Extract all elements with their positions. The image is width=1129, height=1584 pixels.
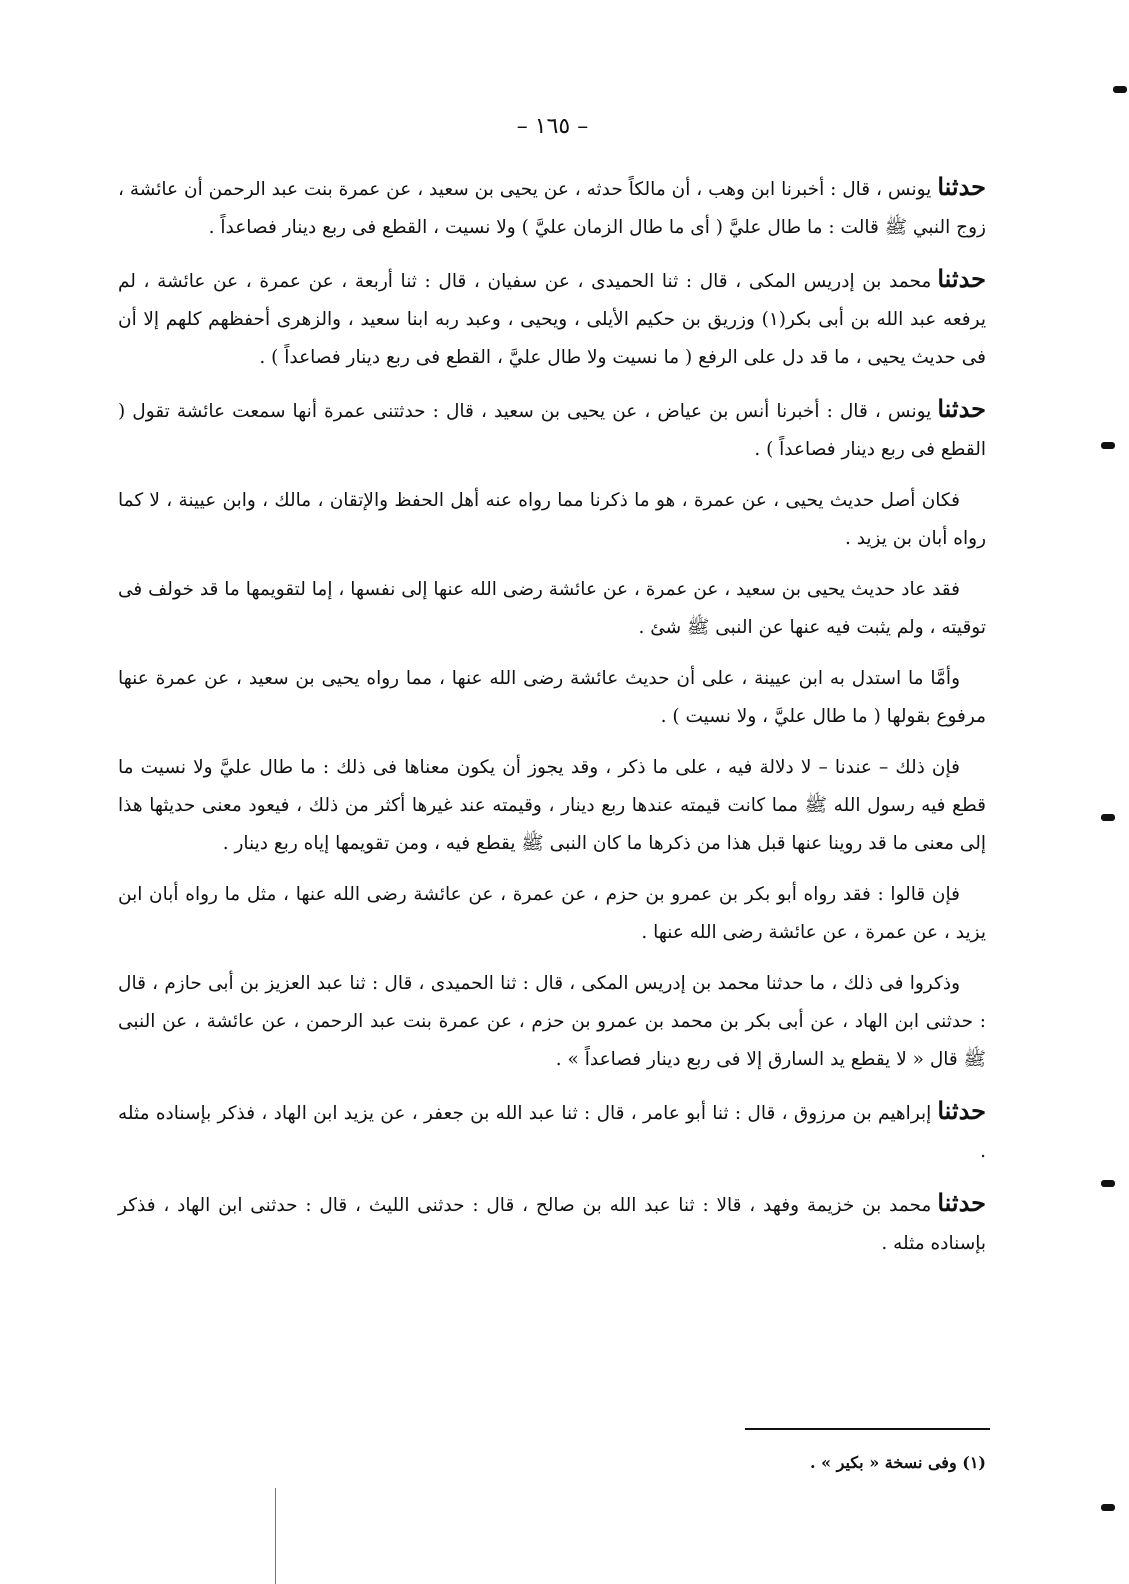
scan-edge-line bbox=[275, 1488, 276, 1584]
page-number: – ١٦٥ – bbox=[516, 114, 589, 139]
margin-mark bbox=[1101, 814, 1115, 821]
paragraph bbox=[118, 571, 986, 647]
paragraph-text: إبراهيم بن مرزوق ، قال : ثنا أبو عامر ، قال : ثنا عبد الله بن جعفر ، عن يزيد ابن الهاد ، فذكر بإسناده مثله . bbox=[118, 1103, 986, 1162]
footnote-divider bbox=[745, 1428, 990, 1430]
hadith-lead-word: حدثنا bbox=[937, 172, 986, 201]
paragraph-text: فكان أصل حديث يحيى ، عن عمرة ، هو ما ذكرنا مما رواه عنه أهل الحفظ والإتقان ، مالك ، وابن عيينة ، لا كما رواه أبان بن يزيد . bbox=[118, 490, 986, 549]
paragraph bbox=[118, 1184, 986, 1263]
margin-mark bbox=[1101, 1180, 1115, 1187]
paragraph-text: فقد عاد حديث يحيى بن سعيد ، عن عمرة ، عن عائشة رضى الله عنها إلى نفسها ، إما لتقويمها ما قد خولف فى توقيته ، ولم يثبت فيه عنها عن النبى ﷺ شئ . bbox=[118, 579, 986, 638]
paragraph-text: وذكروا فى ذلك ، ما حدثنا محمد بن إدريس المكى ، قال : ثنا الحميدى ، قال : ثنا عبد العزيز بن أبى حازم ، قال : حدثنى ابن الهاد ، عن أبى بكر بن محمد بن عمرو بن حزم ، عن عمرة بنت عبد الرحمن ، عن عائشة ، عن النبى ﷺ قال « لا يقطع يد السارق إلا فى ربع دينار فصاعداً » . bbox=[118, 973, 986, 1070]
paragraph-text: يونس ، قال : أخبرنا أنس بن عياض ، عن يحيى بن سعيد ، قال : حدثتنى عمرة أنها سمعت عائشة تقول ( القطع فى ربع دينار فصاعداً ) . bbox=[118, 401, 986, 460]
hadith-lead-word: حدثنا bbox=[937, 394, 986, 423]
body-text bbox=[118, 168, 986, 1276]
margin-mark bbox=[1101, 1504, 1115, 1511]
paragraph-text: محمد بن إدريس المكى ، قال : ثنا الحميدى ، عن سفيان ، قال : ثنا أربعة ، عن عمرة ، عن عائشة ، لم يرفعه عبد الله بن أبى بكر(١) وزريق بن حكيم الأيلى ، ويحيى ، وعبد ربه ابنا سعيد ، والزهرى أحفظهم كلهم إلا أن فى حديث يحيى ، ما قد دل على الرفع ( ما نسيت ولا طال عليَّ ، القطع فى ربع دينار فصاعداً ) . bbox=[118, 271, 986, 368]
paragraph bbox=[118, 660, 986, 736]
footnote: (١) وفى نسخة « بكير » . bbox=[809, 1453, 986, 1472]
hadith-lead-word: حدثنا bbox=[937, 264, 986, 293]
margin-mark bbox=[1113, 86, 1127, 93]
paragraph-text: يونس ، قال : أخبرنا ابن وهب ، أن مالكاً حدثه ، عن يحيى بن سعيد ، عن عمرة بنت عبد الرحمن أن عائشة ، زوج النبي ﷺ قالت : ما طال عليَّ ( أى ما طال الزمان عليَّ ) ولا نسيت ، القطع فى ربع دينار فصاعداً . bbox=[118, 179, 986, 238]
hadith-lead-word: حدثنا bbox=[937, 1096, 986, 1125]
paragraph bbox=[118, 1092, 986, 1171]
paragraph bbox=[118, 749, 986, 863]
paragraph-text: وأمَّا ما استدل به ابن عيينة ، على أن حديث عائشة رضى الله عنها ، مما رواه يحيى بن سعيد ، عن عمرة عنها مرفوع بقولها ( ما طال عليَّ ، ولا نسيت ) . bbox=[118, 668, 986, 727]
hadith-lead-word: حدثنا bbox=[937, 1188, 986, 1217]
margin-mark bbox=[1101, 442, 1115, 449]
paragraph bbox=[118, 390, 986, 469]
paragraph bbox=[118, 482, 986, 558]
paragraph bbox=[118, 260, 986, 377]
paragraph bbox=[118, 965, 986, 1079]
paragraph bbox=[118, 168, 986, 247]
paragraph bbox=[118, 876, 986, 952]
paragraph-text: فإن ذلك – عندنا – لا دلالة فيه ، على ما ذكر ، وقد يجوز أن يكون معناها فى ذلك : ما طال عليَّ ولا نسيت ما قطع فيه رسول الله ﷺ مما كانت قيمته عندها ربع دينار ، وقيمته عند غيرها أكثر من ذلك ، فيعود معنى حديثها هذا إلى معنى ما قد روينا عنها قبل هذا من ذكرها ما كان النبى ﷺ يقطع فيه ، ومن تقويمها إياه ربع دينار . bbox=[118, 757, 986, 854]
paragraph-text: فإن قالوا : فقد رواه أبو بكر بن عمرو بن حزم ، عن عمرة ، عن عائشة رضى الله عنها ، مثل ما رواه أبان ابن يزيد ، عن عمرة ، عن عائشة رضى الله عنها . bbox=[118, 884, 986, 943]
paragraph-text: محمد بن خزيمة وفهد ، قالا : ثنا عبد الله بن صالح ، قال : حدثنى الليث ، قال : حدثنى ابن الهاد ، فذكر بإسناده مثله . bbox=[118, 1195, 986, 1254]
